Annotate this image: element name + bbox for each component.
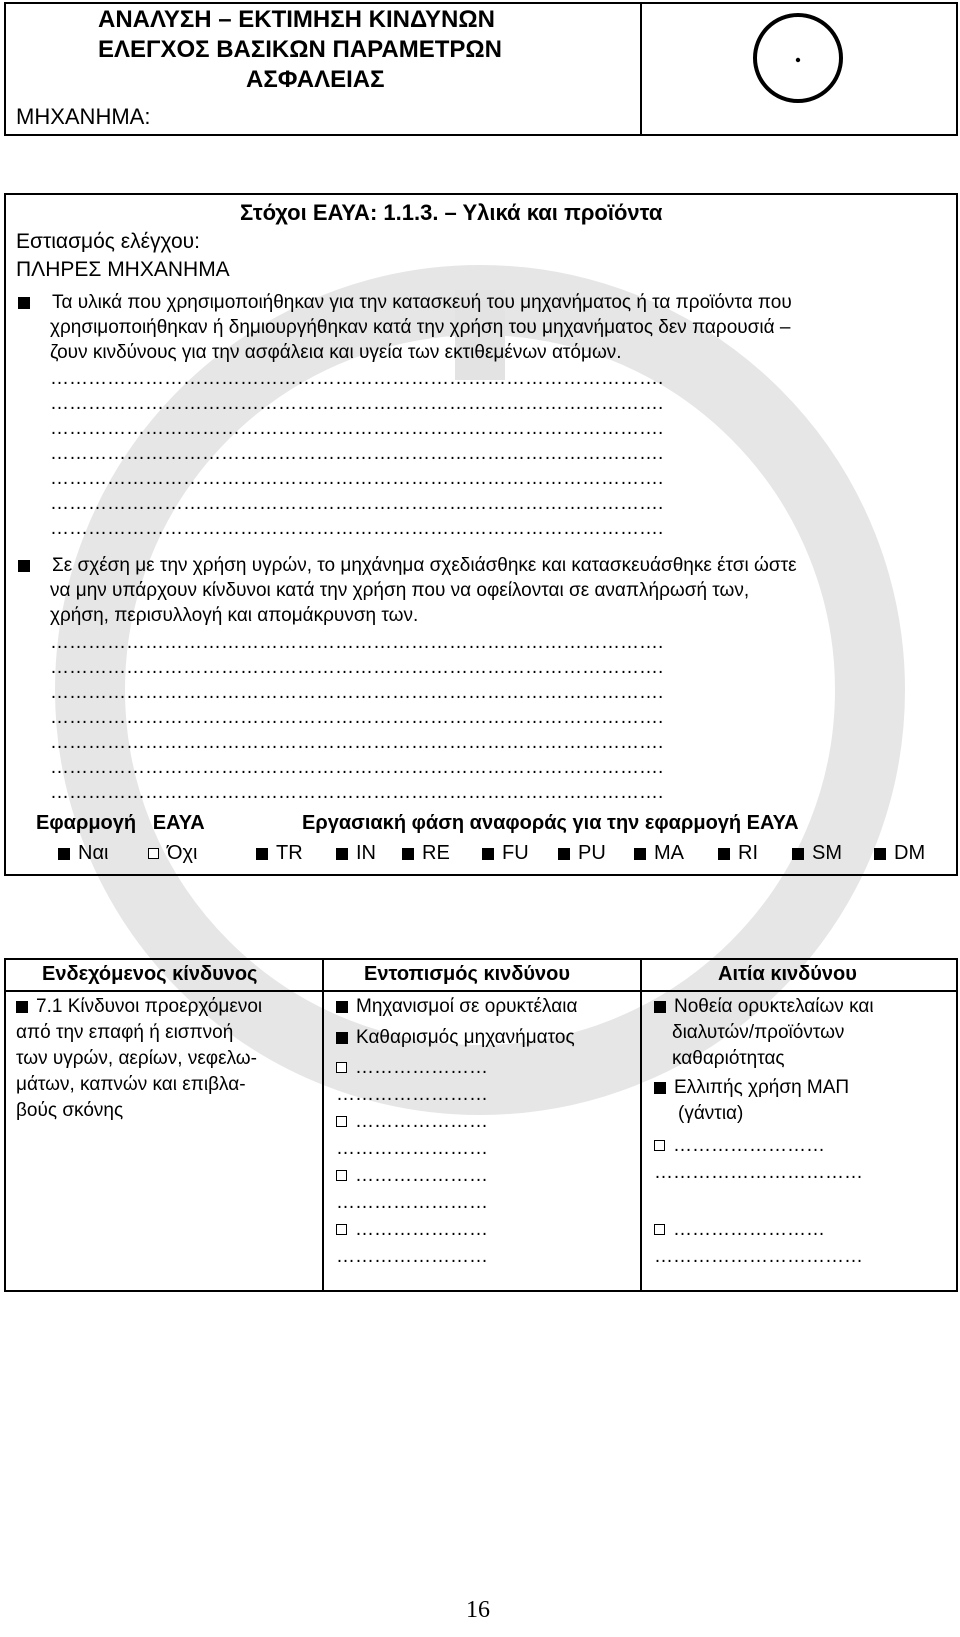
- phase-label-fu: FU: [502, 842, 529, 864]
- phase-dm[interactable]: [874, 842, 925, 865]
- empty-checkbox-icon: [336, 1224, 347, 1235]
- empty-checkbox-icon: [336, 1170, 347, 1181]
- phase-label-ri: RI: [738, 842, 758, 864]
- phase-ma[interactable]: [634, 842, 684, 865]
- phase-pu[interactable]: [558, 842, 606, 865]
- checked-square-icon: [654, 1082, 666, 1094]
- application-no-option[interactable]: [148, 842, 197, 865]
- item1-dotline: …………………………………………………………………………………….: [50, 418, 664, 439]
- item1-line1: [18, 292, 792, 314]
- cause-text: Νοθεία ορυκτελαίων και: [674, 996, 874, 1017]
- table-col-divider-1: [322, 958, 324, 1292]
- blank-line: ……………………: [673, 1219, 825, 1240]
- location-blank-line: ……………………: [336, 1084, 488, 1105]
- cause-text: Ελλιπής χρήση ΜΑΠ: [674, 1077, 850, 1098]
- item2-dotline: …………………………………………………………………………………….: [50, 632, 664, 653]
- phase-label-re: RE: [422, 842, 450, 864]
- page-number: 16: [466, 1597, 490, 1623]
- checked-square-icon: [482, 848, 494, 860]
- item2-text-1: Σε σχέση με την χρήση υγρών, το μηχάνημα σχεδιάσθηκε και κατασκευάσθηκε έτσι ώστε: [52, 555, 797, 576]
- empty-checkbox-icon: [336, 1116, 347, 1127]
- hazard-line: [16, 996, 262, 1018]
- yes-label: Ναι: [78, 842, 109, 864]
- table-header-cause: Αιτία κινδύνου: [718, 963, 857, 985]
- phase-re[interactable]: [402, 842, 450, 865]
- location-text: Καθαρισμός μηχανήματος: [356, 1027, 575, 1048]
- cause-line: (γάντια): [678, 1103, 744, 1124]
- item2-dotline: …………………………………………………………………………………….: [50, 657, 664, 678]
- cause-option-blank[interactable]: [654, 1135, 825, 1157]
- location-text: Μηχανισμοί σε ορυκτέλαια: [356, 996, 578, 1017]
- item1-dotline: …………………………………………………………………………………….: [50, 368, 664, 389]
- item1-dotline: …………………………………………………………………………………….: [50, 518, 664, 539]
- checked-square-icon: [654, 1001, 666, 1013]
- item1-dotline: …………………………………………………………………………………….: [50, 393, 664, 414]
- item1-text-1: Τα υλικά που χρησιμοποιήθηκαν για την κατασκευή του μηχανήματος ή τα προϊόντα που: [52, 292, 792, 313]
- phase-label-tr: TR: [276, 842, 303, 864]
- phase-sm[interactable]: [792, 842, 842, 865]
- focus-value: ΠΛΗΡΕΣ ΜΗΧΑΝΗΜΑ: [16, 258, 230, 281]
- location-option-blank[interactable]: [336, 1165, 488, 1187]
- location-option-blank[interactable]: [336, 1219, 488, 1241]
- checked-square-icon: [58, 848, 70, 860]
- bullet-square-icon: [18, 560, 30, 572]
- location-blank-line: ……………………: [336, 1246, 488, 1267]
- item2-dotline: …………………………………………………………………………………….: [50, 732, 664, 753]
- checked-square-icon: [634, 848, 646, 860]
- phase-label-in: IN: [356, 842, 376, 864]
- phase-fu[interactable]: [482, 842, 529, 865]
- blank-line: …………………: [355, 1057, 488, 1078]
- item2-dotline: …………………………………………………………………………………….: [50, 707, 664, 728]
- location-option-checked[interactable]: [336, 996, 577, 1018]
- item2-line3: χρήση, περισυλλογή και απομάκρυνση των.: [50, 605, 419, 626]
- bullet-square-icon: [18, 297, 30, 309]
- cause-line: καθαριότητας: [672, 1048, 785, 1069]
- checked-square-icon: [336, 848, 348, 860]
- checked-square-icon: [792, 848, 804, 860]
- item1-dotline: …………………………………………………………………………………….: [50, 443, 664, 464]
- phase-ri[interactable]: [718, 842, 758, 865]
- phase-label-pu: PU: [578, 842, 606, 864]
- hazard-line: μάτων, καπνών και επιβλα-: [16, 1074, 246, 1095]
- application-yes-option[interactable]: [58, 842, 108, 865]
- empty-checkbox-icon: [336, 1062, 347, 1073]
- focus-label: Εστιασμός ελέγχου:: [16, 230, 200, 253]
- phase-tr[interactable]: [256, 842, 303, 865]
- item2-line2: να μην υπάρχουν κίνδυνοι κατά την χρήση που να οφείλονται σε αναπλήρωσή των,: [50, 580, 750, 601]
- safety-circle-icon: [750, 10, 846, 106]
- phase-label: Εργασιακή φάση αναφοράς για την εφαρμογή ΕΑΥΑ: [302, 812, 799, 834]
- table-header-hazard: Ενδεχόμενος κίνδυνος: [42, 963, 258, 985]
- empty-checkbox-icon: [654, 1224, 665, 1235]
- hazard-line: των υγρών, αερίων, νεφελω-: [16, 1048, 257, 1069]
- checked-square-icon: [402, 848, 414, 860]
- cause-option-checked[interactable]: [654, 1077, 849, 1099]
- checked-square-icon: [874, 848, 886, 860]
- hazard-line: βούς σκόνης: [16, 1100, 124, 1121]
- empty-checkbox-icon: [654, 1140, 665, 1151]
- location-option-checked[interactable]: [336, 1027, 575, 1049]
- location-option-blank[interactable]: [336, 1057, 488, 1079]
- location-blank-line: ……………………: [336, 1138, 488, 1159]
- cause-option-checked[interactable]: [654, 996, 874, 1018]
- empty-checkbox-icon: [148, 848, 159, 859]
- hazard-text-1: 7.1 Κίνδυνοι προερχόμενοι: [36, 996, 263, 1017]
- checked-square-icon: [718, 848, 730, 860]
- checked-square-icon: [16, 1001, 28, 1013]
- cause-blank-line: ……………………………: [654, 1246, 863, 1267]
- item1-line3: ζουν κινδύνους για την ασφάλεια και υγεία των εκτιθεμένων ατόμων.: [50, 342, 622, 363]
- no-label: Όχι: [167, 842, 198, 864]
- item2-dotline: …………………………………………………………………………………….: [50, 682, 664, 703]
- cause-option-blank[interactable]: [654, 1219, 825, 1241]
- item2-dotline: …………………………………………………………………………………….: [50, 757, 664, 778]
- item1-line2: χρησιμοποιήθηκαν ή δημιουργήθηκαν κατά την χρήση του μηχανήματος δεν παρουσιά –: [50, 317, 791, 338]
- checked-square-icon: [558, 848, 570, 860]
- location-option-blank[interactable]: [336, 1111, 488, 1133]
- objectives-title: Στόχοι ΕΑΥΑ: 1.1.3. – Υλικά και προϊόντα: [240, 200, 663, 225]
- item1-dotline: …………………………………………………………………………………….: [50, 493, 664, 514]
- title-line-2: ΕΛΕΓΧΟΣ ΒΑΣΙΚΩΝ ΠΑΡΑΜΕΤΡΩΝ: [98, 36, 502, 63]
- phase-label-sm: SM: [812, 842, 842, 864]
- phase-in[interactable]: [336, 842, 376, 865]
- cause-blank-line: ……………………………: [654, 1162, 863, 1183]
- application-label: Εφαρμογή ΕΑΥΑ: [36, 812, 205, 834]
- machine-label: ΜΗΧΑΝΗΜΑ:: [16, 104, 151, 129]
- blank-line: …………………: [355, 1165, 488, 1186]
- table-col-divider-2: [640, 958, 642, 1292]
- title-line-1: ΑΝΑΛΥΣΗ – ΕΚΤΙΜΗΣΗ ΚΙΝΔΥΝΩΝ: [98, 6, 495, 33]
- title-line-3: ΑΣΦΑΛΕΙΑΣ: [246, 66, 385, 93]
- item2-line1: [18, 555, 797, 577]
- checked-square-icon: [336, 1032, 348, 1044]
- phase-label-ma: MA: [654, 842, 684, 864]
- cause-line: διαλυτών/προϊόντων: [672, 1022, 845, 1043]
- phase-label-dm: DM: [894, 842, 926, 864]
- item2-dotline: …………………………………………………………………………………….: [50, 782, 664, 803]
- blank-line: …………………: [355, 1111, 488, 1132]
- checked-square-icon: [336, 1001, 348, 1013]
- location-blank-line: ……………………: [336, 1192, 488, 1213]
- table-header-divider: [4, 990, 958, 992]
- blank-line: …………………: [355, 1219, 488, 1240]
- checked-square-icon: [256, 848, 268, 860]
- blank-line: ……………………: [673, 1135, 825, 1156]
- table-header-location: Εντοπισμός κινδύνου: [364, 963, 571, 985]
- item1-dotline: …………………………………………………………………………………….: [50, 468, 664, 489]
- hazard-line: από την επαφή ή εισπνοή: [16, 1022, 234, 1043]
